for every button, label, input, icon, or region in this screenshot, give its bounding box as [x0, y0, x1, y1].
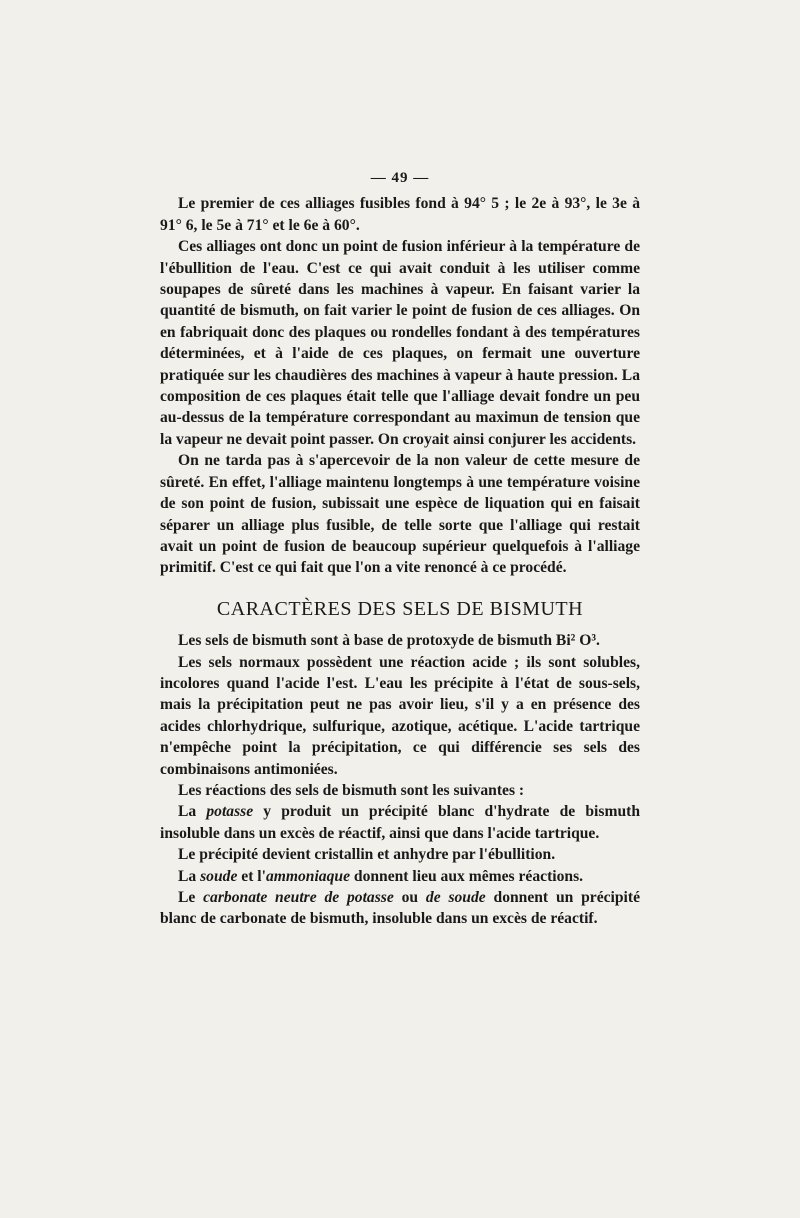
reagent-potasse: potasse [206, 803, 254, 821]
reagent-de-soude: de soude [425, 889, 486, 906]
paragraph-carbonate [160, 887, 640, 930]
text-span: La [178, 803, 207, 821]
reagent-ammoniaque: ammoniaque [265, 867, 350, 885]
section-heading: CARACTÈRES DES SELS DE BISMUTH [216, 597, 584, 620]
paragraph-liquation: On ne tarda pas à s'apercevoir de la non valeur de cette mesure de sûreté. En effet, l'alliage maintenu longtemps à une température voisine de son point de fusion, subissait une espèce de liquation qui en faisait séparer un alliage plus fusible, de telle sorte que l'alliage qui restait avait un point de fusion de beaucoup supérieur quelquefois à l'alliage primitif. C'est ce qui fait que l'on a vite renoncé à ce procédé. [160, 452, 640, 577]
text-span: y produit un précipité blanc d'hydrate de bismuth insoluble dans un excès de réactif, ainsi que dans l'acide tartrique. [160, 803, 640, 842]
paragraph-ebullition: Le précipité devient cristallin et anhydre par l'ébullition. [178, 846, 556, 864]
paragraph-alloys-melting: Le premier de ces alliages fusibles fond à 94° 5 ; le 2e à 93°, le 3e à 91° 6, le 5e à 71° et le 6e à 60°. [160, 195, 640, 234]
text-span: La [178, 867, 201, 885]
paragraph-reactions-intro: Les réactions des sels de bismuth sont les suivantes : [178, 781, 525, 799]
text-span: et l' [237, 867, 266, 885]
paragraph-protoxide: Les sels de bismuth sont à base de protoxyde de bismuth Bi² O³. [178, 632, 600, 650]
reagent-soude: soude [200, 867, 238, 885]
reagent-carbonate-potasse: carbonate neutre de potasse [203, 889, 394, 906]
paragraph-soude [160, 866, 640, 887]
paragraph-potasse [160, 801, 640, 844]
text-span: donnent lieu aux mêmes réactions. [350, 867, 584, 885]
text-span: ou [393, 889, 426, 906]
paragraph-normal-salts: Les sels normaux possèdent une réaction acide ; ils sont solubles, incolores quand l'acide l'est. L'eau les précipite à l'état de sous-sels, mais la précipitation peut ne pas avoir lieu, s'il y a en présence des acides chlorhydrique, sulfurique, azotique, acétique. L'acide tartrique n'empêche point la précipitation, ce qui différencie ses sels des combinaisons antimoniées. [160, 653, 640, 778]
page-number: — 49 — [370, 170, 430, 186]
text-block [160, 168, 640, 930]
text-span: Le [178, 889, 204, 906]
text-span: donnent un précipité blanc de carbonate de bismuth, insoluble dans un excès de réactif. [160, 889, 640, 928]
paragraph-safety-valves: Ces alliages ont donc un point de fusion inférieur à la température de l'ébullition de l'eau. C'est ce qui avait conduit à les utiliser comme soupapes de sûreté dans les machines à vapeur. En faisant varier la quantité de bismuth, on fait varier le point de fusion de ces alliages. On en fabriquait donc des plaques ou rondelles fondant à des températures déterminées, et à l'aide de ces plaques, on fermait une ouverture pratiquée sur les chaudières des machines à vapeur à haute pression. La composition de ces plaques était telle que l'alliage devait fondre un peu au-dessus de la température correspondant au maximun de tension que la vapeur ne devait point passer. On croyait ainsi conjurer les accidents. [160, 238, 640, 448]
